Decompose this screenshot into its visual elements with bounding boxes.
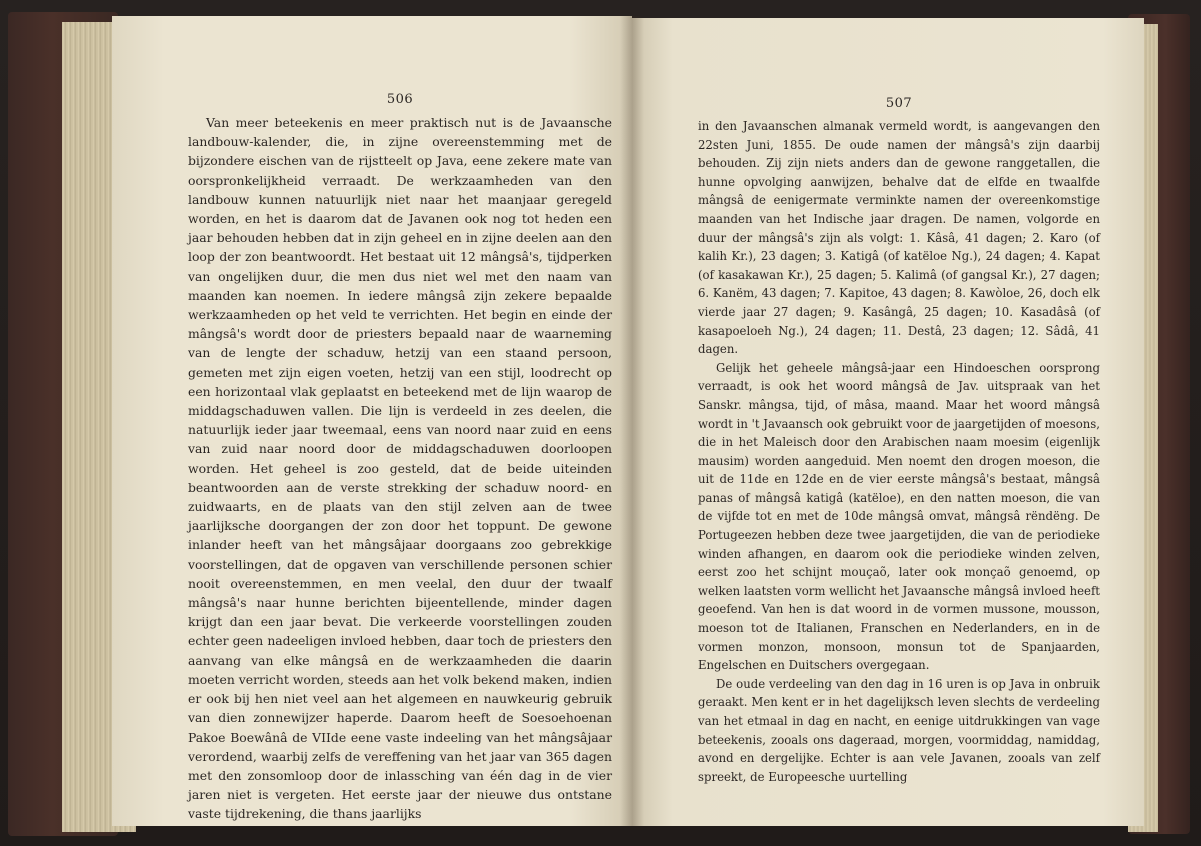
right-page-text <box>698 117 1100 786</box>
left-page <box>112 16 632 826</box>
book-gutter <box>620 16 644 826</box>
left-page-number: 506 <box>386 92 414 107</box>
right-paragraph-2: Gelijk het geheele mângsâ-jaar een Hindoeschen oorsprong verraadt, is ook het woord mângsâ de Jav. uitspraak van het Sanskr. mângsa, tijd, of mâsa, maand. Maar het woord mângsâ wordt in 't Javaansch ook gebruikt voor de jaargetijden of moesons, die in het Maleisch door den Arabischen naam moesim (eigenlijk mausim) worden aangeduid. Men noemt den drogen moeson, die uit de 11de en 12de en de vier eerste mângsâ's bestaat, mângsâ panas of mângsâ katigâ (katëloe), en den natten moeson, die van de vijfde tot en met de 10de mângsâ omvat, mângsâ rëndëng. De Portugeezen hebben deze twee jaargetijden, die van de periodieke winden afhangen, en daarom ook die periodieke winden zelven, eerst zoo het schijnt mouçaõ, later ook monçaõ genoemd, op welken laatsten vorm wellicht het Javaansche mângsâ invloed heeft geoefend. Van hen is dat woord in de vormen mussone, mousson, moeson tot de Italianen, Franschen en Nederlanders, en in de vormen monzon, monsoon, monsun tot de Spanjaarden, Engelschen en Duitschers overgegaan. <box>698 360 1100 673</box>
right-paragraph-1: in den Javaanschen almanak vermeld wordt, is aangevangen den 22sten Juni, 1855. De oude namen der mângsâ's zijn daarbij behouden. Zij zijn niets anders dan de gewone ranggetallen, die hunne opvolging aanwijzen, behalve dat de elfde en twaalfde mângsâ de eenigermate verminkte namen der overeenkomstige maanden van het Indische jaar dragen. De namen, volgorde en duur der mângsâ's zijn als volgt: 1. Kâsâ, 41 dagen; 2. Karo (of kalih Kr.), 23 dagen; 3. Katigâ (of katëloe Ng.), 24 dagen; 4. Kapat (of kasakawan Kr.), 25 dagen; 5. Kalimâ (of gangsal Kr.), 27 dagen; 6. Kanëm, 43 dagen; 7. Kapitoe, 43 dagen; 8. Kawòloe, 26, doch elk vierde jaar 27 dagen; 9. Kasângâ, 25 dagen; 10. Kasadâsâ (of kasapoeloeh Ng.), 24 dagen; 11. Destâ, 23 dagen; 12. Sâdâ, 41 dagen. <box>698 119 1100 357</box>
left-page-text <box>188 113 612 824</box>
right-paragraph-3: De oude verdeeling van den dag in 16 uren is op Java in onbruik geraakt. Men kent er in het dagelijksch leven slechts de verdeeling van het etmaal in dag en nacht, en eenige uitdrukkingen van vage beteekenis, zooals ons dageraad, morgen, voormiddag, namiddag, avond en dergelijke. Echter is aan vele Javanen, zooals van zelf spreekt, de Europeesche uurtelling <box>698 676 1100 784</box>
right-page <box>632 18 1144 826</box>
right-page-number: 507 <box>885 96 913 111</box>
left-paragraph-1: Van meer beteekenis en meer praktisch nut is de Javaansche landbouw-kalender, die, in zijne overeenstemming met de bijzondere eischen van de rijstteelt op Java, eene zekere mate van oorspronkelijkheid verraadt. De werkzaamheden van den landbouw kunnen natuurlijk niet naar het maanjaar geregeld worden, en het is daarom dat de Javanen ook nog tot heden een jaar behouden hebben dat in zijn geheel en in zijne deelen aan den loop der zon beantwoordt. Het bestaat uit 12 mângsâ's, tijdperken van ongelijken duur, die men dus niet wel met den naam van maanden kan noemen. In iedere mângsâ zijn zekere bepaalde werkzaamheden op het veld te verrichten. Het begin en einde der mângsâ's wordt door de priesters bepaald naar de waarneming van de lengte der schaduw, hetzij van een staand persoon, gemeten met zijn eigen voeten, hetzij van een stijl, loodrecht op een horizontaal vlak geplaatst en beteekend met de lijn waarop de middagschaduwen vallen. Die lijn is verdeeld in zes deelen, die natuurlijk ieder jaar tweemaal, eens van noord naar zuid en eens van zuid naar noord door de middagschaduwen doorloopen worden. Het geheel is zoo gesteld, dat de beide uiteinden beantwoorden aan de verste strekking der schaduw noord- en zuidwaarts, en de plaats van den stijl zelven aan de twee jaarlijksche doorgangen der zon door het toppunt. De gewone inlander heeft van het mângsâjaar doorgaans zoo gebrekkige voorstellingen, dat de opgaven van verschillende personen schier nooit overeenstemmen, en men veelal, den duur der twaalf mângsâ's naar hunne berichten bijeentellende, minder dagen krijgt dan een jaar bevat. Die verkeerde voorstellingen zouden echter geen nadeeligen invloed hebben, daar toch de priesters den aanvang van elke mângsâ en de werkzaamheden die daarin moeten verricht worden, steeds aan het volk bekend maken, indien er ook bij hen niet veel aan het algemeen en nauwkeurig gebruik van dien zonnewijzer haperde. Daarom heeft de Soesoehoenan Pakoe Boewânâ de VIIde eene vaste indeeling van het mângsâjaar verordend, waarbij zelfs de vereffening van het jaar van 365 dagen met den zonsomloop door de inlassching van één dag in de vier jaren niet is vergeten. Het eerste jaar der nieuwe dus ontstane vaste tijdrekening, die thans jaarlijks <box>188 115 612 822</box>
